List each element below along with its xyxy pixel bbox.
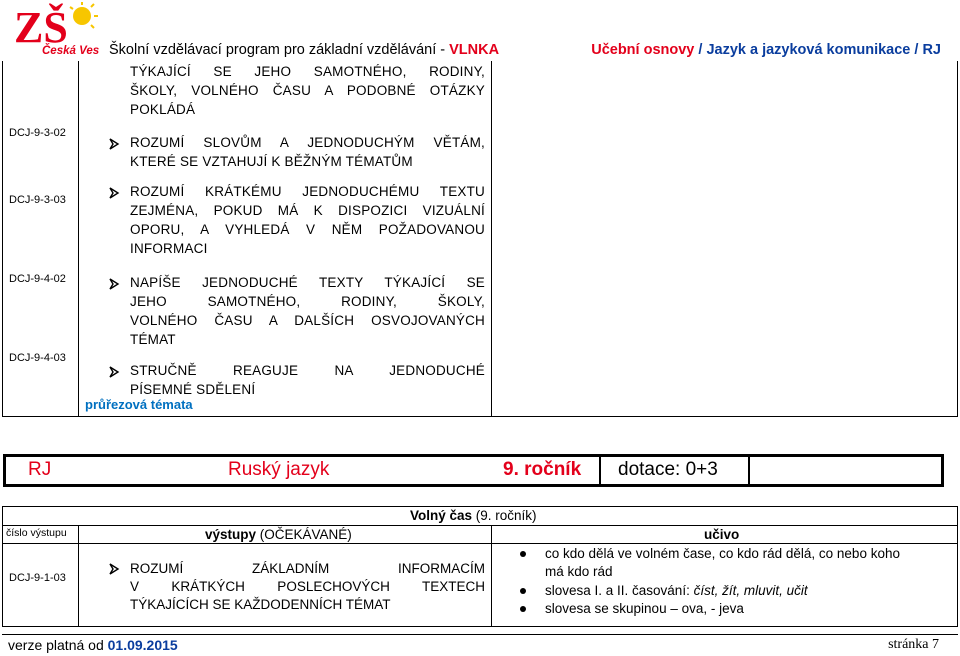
output-text: ROZUMÍ KRÁTKÉMU JEDNODUCHÉMU TEXTU bbox=[130, 184, 485, 199]
version-prefix: verze platná od bbox=[8, 637, 108, 653]
grid-line bbox=[78, 525, 79, 627]
subject-code: RJ bbox=[28, 459, 52, 480]
arrowhead-bullet-icon bbox=[108, 366, 120, 378]
curriculum-title bbox=[591, 42, 941, 58]
grid-line bbox=[2, 543, 958, 544]
output-code: DCJ-9-4-03 bbox=[9, 352, 66, 364]
column-header-code: číslo výstupu bbox=[6, 527, 67, 539]
grid-line bbox=[491, 61, 492, 416]
grid-line bbox=[491, 525, 492, 627]
column-header-outputs-rest: (OČEKÁVANÉ) bbox=[256, 527, 352, 542]
output-text: TÉMAT bbox=[130, 332, 176, 347]
output-code: DCJ-9-3-02 bbox=[9, 127, 66, 139]
output-code: DCJ-9-1-03 bbox=[9, 572, 66, 584]
grid-line bbox=[2, 416, 958, 417]
curriculum-path: / Jazyk a jazyková komunikace / RJ bbox=[694, 42, 941, 58]
section-title bbox=[410, 508, 537, 523]
continued-line: ŠKOLY, VOLNÉHO ČASU A PODOBNÉ OTÁZKY bbox=[130, 83, 485, 98]
output-text: PÍSEMNÉ SDĚLENÍ bbox=[130, 382, 256, 397]
school-logo bbox=[12, 2, 104, 58]
round-bullet-icon bbox=[520, 588, 526, 594]
grade-label: 9. ročník bbox=[503, 459, 582, 480]
arrowhead-bullet-icon bbox=[108, 563, 120, 575]
output-text: KTERÉ SE VZTAHUJÍ K BĚŽNÝM TÉMATŮM bbox=[130, 154, 413, 169]
output-text: ZEJMÉNA, POKUD MÁ K DISPOZICI VIZUÁLNÍ bbox=[130, 203, 485, 218]
round-bullet-icon bbox=[520, 606, 526, 612]
round-bullet-icon bbox=[520, 551, 526, 557]
continued-line: TÝKAJÍCÍ SE JEHO SAMOTNÉHO, RODINY, bbox=[130, 64, 485, 79]
page-number: stránka 7 bbox=[888, 637, 939, 652]
program-prefix: Školní vzdělávací program pro základní vzdělávání - bbox=[109, 42, 450, 58]
grid-line bbox=[957, 61, 958, 416]
section-title-grade: (9. ročník) bbox=[472, 508, 537, 523]
content-item-italic: číst, žít, mluvit, učit bbox=[693, 583, 808, 598]
subject-banner bbox=[3, 454, 944, 487]
sun-icon bbox=[70, 2, 98, 28]
banner-divider bbox=[748, 457, 750, 484]
grid-line bbox=[2, 626, 958, 627]
output-text: V KRÁTKÝCH POSLECHOVÝCH TEXTECH bbox=[130, 579, 485, 594]
section-title-bold: Volný čas bbox=[410, 508, 473, 523]
output-text: ROZUMÍ ZÁKLADNÍM INFORMACÍM bbox=[130, 561, 485, 576]
output-code: DCJ-9-3-03 bbox=[9, 194, 66, 206]
grid-line bbox=[2, 61, 3, 416]
logo-graphic bbox=[12, 2, 104, 58]
content-item-plain: slovesa I. a II. časování: bbox=[545, 583, 694, 598]
arrowhead-bullet-icon bbox=[108, 278, 120, 290]
content-item: co kdo dělá ve volném čase, co kdo rád dělá, co nebo koho bbox=[545, 546, 900, 561]
output-text: ROZUMÍ SLOVŮM A JEDNODUCHÝM VĚTÁM, bbox=[130, 135, 485, 150]
content-item: slovesa se skupinou – ova, - jeva bbox=[545, 601, 744, 616]
grid-line bbox=[78, 61, 79, 416]
column-header-content: učivo bbox=[704, 527, 740, 542]
grid-line bbox=[2, 506, 958, 507]
curriculum-prefix: Učební osnovy bbox=[591, 42, 695, 58]
output-text: OPORU, A VYHLEDÁ V NĚM POŽADOVANOU bbox=[130, 222, 485, 237]
column-header-outputs-label: výstupy bbox=[205, 527, 257, 542]
column-header-outputs bbox=[205, 527, 352, 542]
output-text: JEHO SAMOTNÉHO, RODINY, ŠKOLY, bbox=[130, 294, 485, 309]
grid-line bbox=[2, 525, 958, 526]
cross-curricular-topics-link[interactable]: průřezová témata bbox=[85, 397, 193, 412]
content-item: má kdo rád bbox=[545, 564, 613, 579]
version-info bbox=[8, 637, 178, 653]
grid-line bbox=[2, 506, 3, 627]
output-text: TÝKAJÍCÍCH SE KAŽDODENNÍCH TÉMAT bbox=[130, 597, 391, 612]
output-code: DCJ-9-4-02 bbox=[9, 273, 66, 285]
subject-name: Ruský jazyk bbox=[228, 459, 330, 480]
output-text: NAPÍŠE JEDNODUCHÉ TEXTY TÝKAJÍCÍ SE bbox=[130, 275, 485, 290]
banner-divider bbox=[599, 457, 601, 484]
content-item bbox=[545, 582, 808, 600]
output-text: INFORMACI bbox=[130, 241, 208, 256]
continued-line: POKLÁDÁ bbox=[130, 102, 196, 117]
version-date: 01.09.2015 bbox=[107, 637, 178, 653]
logo-text: Česká Ves bbox=[42, 45, 100, 57]
logo-letters: ZŠ bbox=[14, 3, 68, 52]
program-title bbox=[109, 42, 499, 58]
arrowhead-bullet-icon bbox=[108, 138, 120, 150]
output-text: VOLNÉHO ČASU A DALŠÍCH OSVOJOVANÝCH bbox=[130, 313, 485, 328]
allocation-label: dotace: 0+3 bbox=[618, 459, 718, 480]
arrowhead-bullet-icon bbox=[108, 187, 120, 199]
program-name: VLNKA bbox=[449, 42, 500, 58]
output-text: STRUČNĚ REAGUJE NA JEDNODUCHÉ bbox=[130, 363, 485, 378]
grid-line bbox=[957, 506, 958, 627]
footer-rule bbox=[2, 634, 958, 635]
